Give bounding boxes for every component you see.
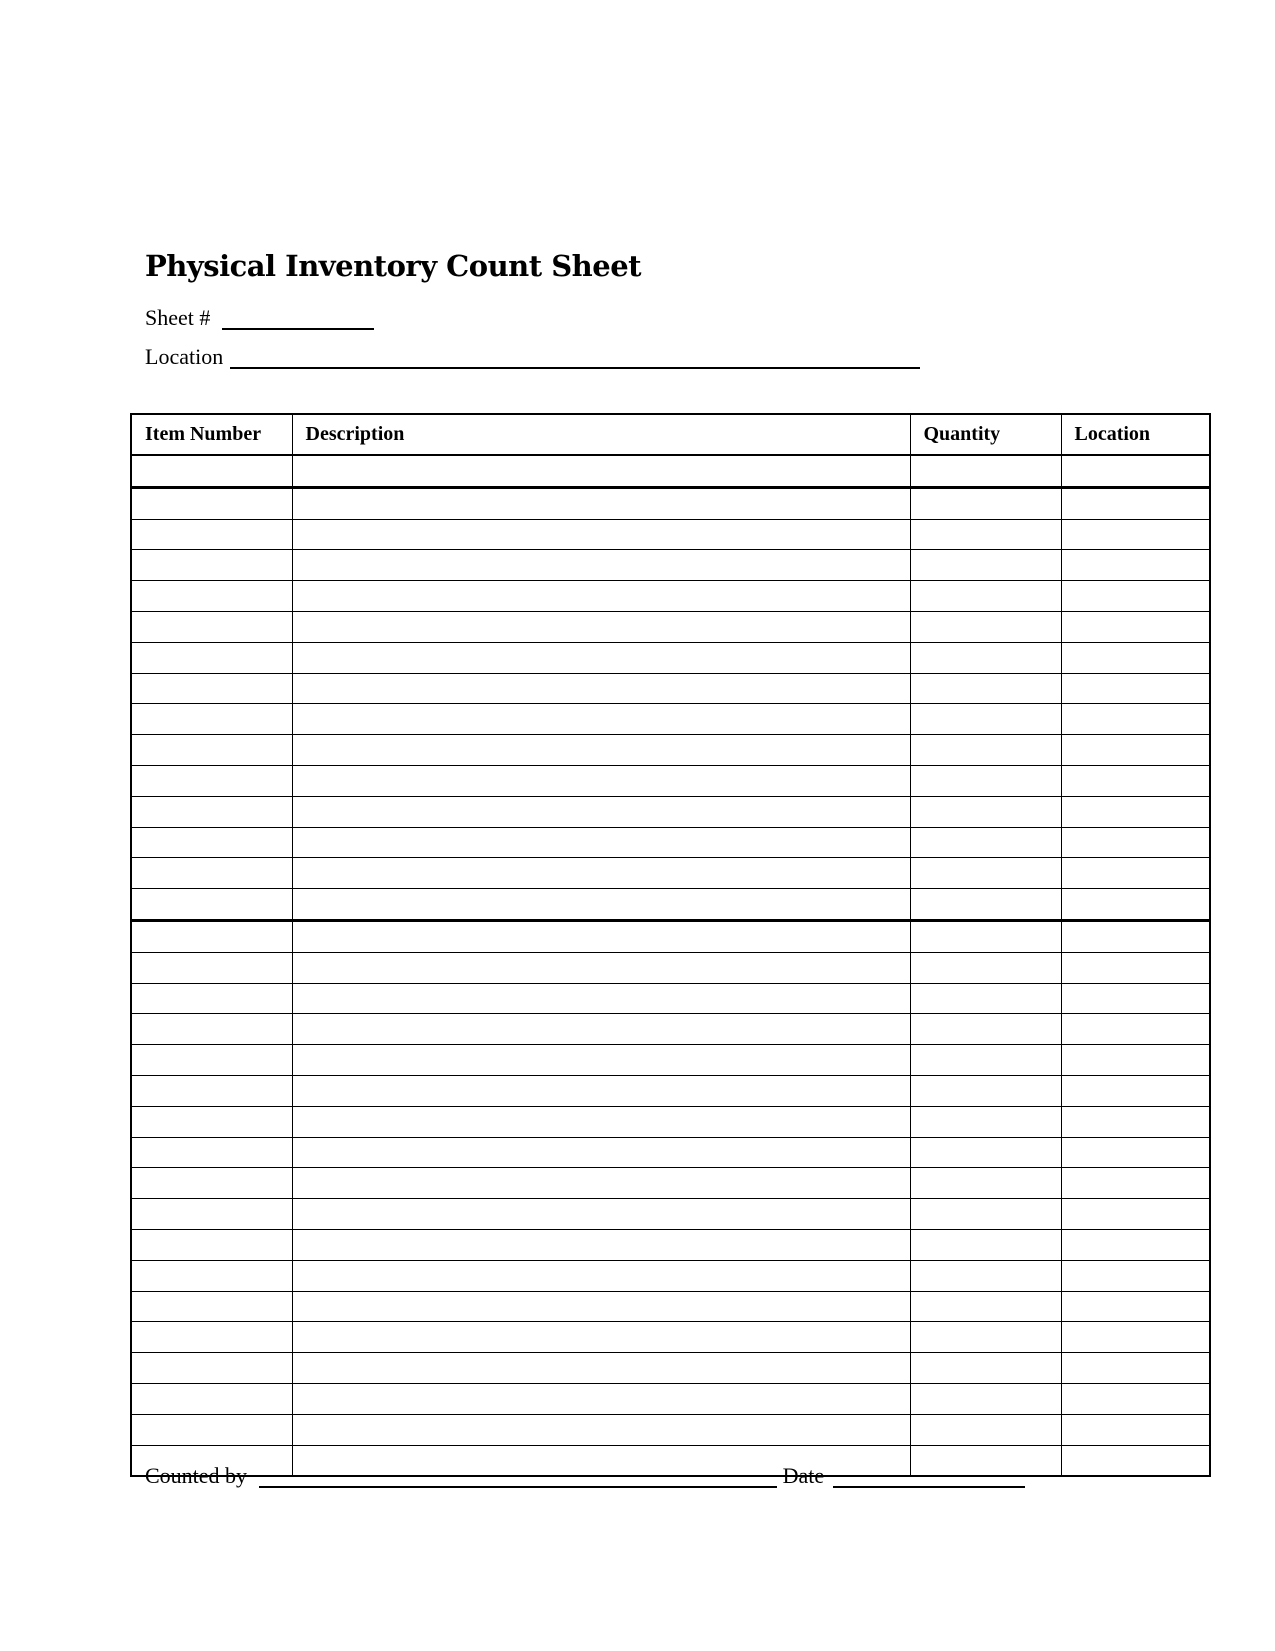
table-cell-quantity-empty <box>910 1322 1061 1353</box>
column-header-location: Location <box>1061 414 1210 455</box>
table-cell-location-empty <box>1061 1106 1210 1137</box>
table-cell-location-empty <box>1061 796 1210 827</box>
table-cell-quantity-empty <box>910 1229 1061 1260</box>
location-label: Location <box>145 344 224 369</box>
table-cell-location-empty <box>1061 1168 1210 1199</box>
table-row <box>131 1229 1210 1260</box>
table-row <box>131 827 1210 858</box>
table-cell-item_number-empty <box>131 1045 292 1076</box>
table-row <box>131 952 1210 983</box>
table-row <box>131 550 1210 581</box>
table-cell-quantity-empty <box>910 920 1061 952</box>
table-cell-quantity-empty <box>910 983 1061 1014</box>
table-cell-description-empty <box>292 889 910 921</box>
table-cell-location-empty <box>1061 1445 1210 1476</box>
table-cell-quantity-empty <box>910 1045 1061 1076</box>
table-cell-item_number-empty <box>131 827 292 858</box>
table-row <box>131 455 1210 487</box>
table-row <box>131 1322 1210 1353</box>
table-cell-description-empty <box>292 952 910 983</box>
table-cell-item_number-empty <box>131 1291 292 1322</box>
table-cell-item_number-empty <box>131 1168 292 1199</box>
table-cell-location-empty <box>1061 611 1210 642</box>
table-cell-quantity-empty <box>910 735 1061 766</box>
table-cell-location-empty <box>1061 1075 1210 1106</box>
table-cell-description-empty <box>292 1322 910 1353</box>
table-cell-location-empty <box>1061 1291 1210 1322</box>
table-cell-quantity-empty <box>910 642 1061 673</box>
table-cell-location-empty <box>1061 889 1210 921</box>
table-cell-description-empty <box>292 642 910 673</box>
table-cell-location-empty <box>1061 1045 1210 1076</box>
table-cell-location-empty <box>1061 735 1210 766</box>
counted-by-blank-line <box>259 1486 777 1488</box>
table-cell-quantity-empty <box>910 581 1061 612</box>
table-cell-item_number-empty <box>131 1014 292 1045</box>
table-cell-location-empty <box>1061 581 1210 612</box>
table-cell-quantity-empty <box>910 1168 1061 1199</box>
table-row <box>131 704 1210 735</box>
table-row <box>131 858 1210 889</box>
location-blank-line <box>230 367 920 369</box>
table-row <box>131 673 1210 704</box>
table-cell-quantity-empty <box>910 519 1061 550</box>
column-header-quantity: Quantity <box>910 414 1061 455</box>
table-cell-quantity-empty <box>910 487 1061 519</box>
table-cell-item_number-empty <box>131 1353 292 1384</box>
footer-signature-line <box>145 1463 1025 1489</box>
table-cell-location-empty <box>1061 487 1210 519</box>
table-row <box>131 1045 1210 1076</box>
table-cell-description-empty <box>292 1353 910 1384</box>
table-cell-item_number-empty <box>131 611 292 642</box>
table-row <box>131 642 1210 673</box>
table-row <box>131 1199 1210 1230</box>
table-cell-quantity-empty <box>910 889 1061 921</box>
table-cell-location-empty <box>1061 519 1210 550</box>
table-cell-item_number-empty <box>131 1075 292 1106</box>
sheet-number-field <box>145 305 374 331</box>
table-cell-quantity-empty <box>910 1291 1061 1322</box>
table-cell-location-empty <box>1061 1414 1210 1445</box>
table-cell-item_number-empty <box>131 1414 292 1445</box>
table-cell-location-empty <box>1061 1383 1210 1414</box>
table-cell-item_number-empty <box>131 889 292 921</box>
table-cell-quantity-empty <box>910 827 1061 858</box>
inventory-table <box>130 413 1211 1477</box>
table-cell-item_number-empty <box>131 1137 292 1168</box>
table-cell-quantity-empty <box>910 796 1061 827</box>
sheet-number-label: Sheet # <box>145 305 211 330</box>
table-cell-item_number-empty <box>131 1322 292 1353</box>
table-cell-description-empty <box>292 1199 910 1230</box>
table-header-row <box>131 414 1210 455</box>
table-cell-quantity-empty <box>910 858 1061 889</box>
table-cell-quantity-empty <box>910 1414 1061 1445</box>
location-field <box>145 344 920 370</box>
table-cell-location-empty <box>1061 455 1210 487</box>
table-cell-location-empty <box>1061 1353 1210 1384</box>
table-cell-location-empty <box>1061 983 1210 1014</box>
table-row <box>131 796 1210 827</box>
table-cell-description-empty <box>292 827 910 858</box>
table-cell-location-empty <box>1061 1322 1210 1353</box>
table-cell-item_number-empty <box>131 487 292 519</box>
table-cell-item_number-empty <box>131 519 292 550</box>
table-cell-description-empty <box>292 519 910 550</box>
table-cell-description-empty <box>292 704 910 735</box>
table-cell-item_number-empty <box>131 735 292 766</box>
table-cell-location-empty <box>1061 858 1210 889</box>
date-label: Date <box>782 1463 825 1488</box>
table-cell-description-empty <box>292 673 910 704</box>
table-cell-quantity-empty <box>910 765 1061 796</box>
table-row <box>131 1291 1210 1322</box>
table-cell-description-empty <box>292 858 910 889</box>
table-cell-location-empty <box>1061 1260 1210 1291</box>
table-cell-item_number-empty <box>131 920 292 952</box>
table-cell-quantity-empty <box>910 1383 1061 1414</box>
table-cell-item_number-empty <box>131 455 292 487</box>
table-row <box>131 1106 1210 1137</box>
table-cell-description-empty <box>292 1229 910 1260</box>
table-row <box>131 735 1210 766</box>
table-cell-item_number-empty <box>131 1260 292 1291</box>
table-cell-item_number-empty <box>131 581 292 612</box>
table-cell-description-empty <box>292 765 910 796</box>
table-cell-description-empty <box>292 550 910 581</box>
table-cell-location-empty <box>1061 1137 1210 1168</box>
table-cell-quantity-empty <box>910 1260 1061 1291</box>
sheet-number-blank-line <box>222 328 374 330</box>
table-cell-description-empty <box>292 920 910 952</box>
table-row <box>131 983 1210 1014</box>
table-cell-item_number-empty <box>131 1383 292 1414</box>
date-blank-line <box>833 1486 1025 1488</box>
table-cell-quantity-empty <box>910 1353 1061 1384</box>
table-cell-location-empty <box>1061 673 1210 704</box>
column-header-description: Description <box>292 414 910 455</box>
table-cell-location-empty <box>1061 952 1210 983</box>
table-cell-description-empty <box>292 1414 910 1445</box>
table-row <box>131 920 1210 952</box>
table-cell-location-empty <box>1061 827 1210 858</box>
table-cell-location-empty <box>1061 765 1210 796</box>
table-cell-item_number-empty <box>131 952 292 983</box>
table-cell-description-empty <box>292 455 910 487</box>
table-cell-item_number-empty <box>131 550 292 581</box>
table-row <box>131 581 1210 612</box>
table-cell-description-empty <box>292 1137 910 1168</box>
table-cell-quantity-empty <box>910 1075 1061 1106</box>
table-cell-description-empty <box>292 611 910 642</box>
table-row <box>131 1168 1210 1199</box>
column-header-item-number: Item Number <box>131 414 292 455</box>
table-cell-location-empty <box>1061 550 1210 581</box>
table-cell-description-empty <box>292 735 910 766</box>
table-cell-quantity-empty <box>910 673 1061 704</box>
table-cell-quantity-empty <box>910 455 1061 487</box>
table-cell-description-empty <box>292 1045 910 1076</box>
table-cell-description-empty <box>292 1106 910 1137</box>
table-cell-quantity-empty <box>910 704 1061 735</box>
table-cell-quantity-empty <box>910 952 1061 983</box>
table-cell-item_number-empty <box>131 765 292 796</box>
page-title: Physical Inventory Count Sheet <box>145 249 642 283</box>
table-cell-item_number-empty <box>131 796 292 827</box>
inventory-table-body <box>131 455 1210 1476</box>
table-cell-description-empty <box>292 1383 910 1414</box>
table-cell-description-empty <box>292 983 910 1014</box>
table-cell-item_number-empty <box>131 673 292 704</box>
table-cell-item_number-empty <box>131 1199 292 1230</box>
table-cell-description-empty <box>292 1014 910 1045</box>
table-cell-description-empty <box>292 581 910 612</box>
table-cell-quantity-empty <box>910 611 1061 642</box>
table-cell-description-empty <box>292 1291 910 1322</box>
table-row <box>131 889 1210 921</box>
table-row <box>131 1414 1210 1445</box>
table-row <box>131 765 1210 796</box>
table-cell-location-empty <box>1061 1199 1210 1230</box>
table-cell-description-empty <box>292 796 910 827</box>
table-row <box>131 1014 1210 1045</box>
table-cell-description-empty <box>292 1075 910 1106</box>
table-row <box>131 1383 1210 1414</box>
table-cell-location-empty <box>1061 920 1210 952</box>
table-cell-item_number-empty <box>131 1229 292 1260</box>
table-cell-quantity-empty <box>910 550 1061 581</box>
table-cell-quantity-empty <box>910 1106 1061 1137</box>
table-row <box>131 1353 1210 1384</box>
table-row <box>131 487 1210 519</box>
table-cell-item_number-empty <box>131 704 292 735</box>
table-row <box>131 1260 1210 1291</box>
table-cell-description-empty <box>292 1260 910 1291</box>
table-row <box>131 1137 1210 1168</box>
table-cell-item_number-empty <box>131 983 292 1014</box>
table-cell-location-empty <box>1061 642 1210 673</box>
table-cell-quantity-empty <box>910 1014 1061 1045</box>
table-cell-location-empty <box>1061 1014 1210 1045</box>
table-cell-item_number-empty <box>131 642 292 673</box>
table-cell-description-empty <box>292 487 910 519</box>
table-row <box>131 519 1210 550</box>
table-cell-location-empty <box>1061 1229 1210 1260</box>
table-cell-quantity-empty <box>910 1137 1061 1168</box>
table-row <box>131 611 1210 642</box>
table-cell-quantity-empty <box>910 1199 1061 1230</box>
counted-by-label: Counted by <box>145 1463 248 1488</box>
table-cell-item_number-empty <box>131 858 292 889</box>
table-cell-location-empty <box>1061 704 1210 735</box>
table-cell-description-empty <box>292 1168 910 1199</box>
table-cell-item_number-empty <box>131 1106 292 1137</box>
table-row <box>131 1075 1210 1106</box>
